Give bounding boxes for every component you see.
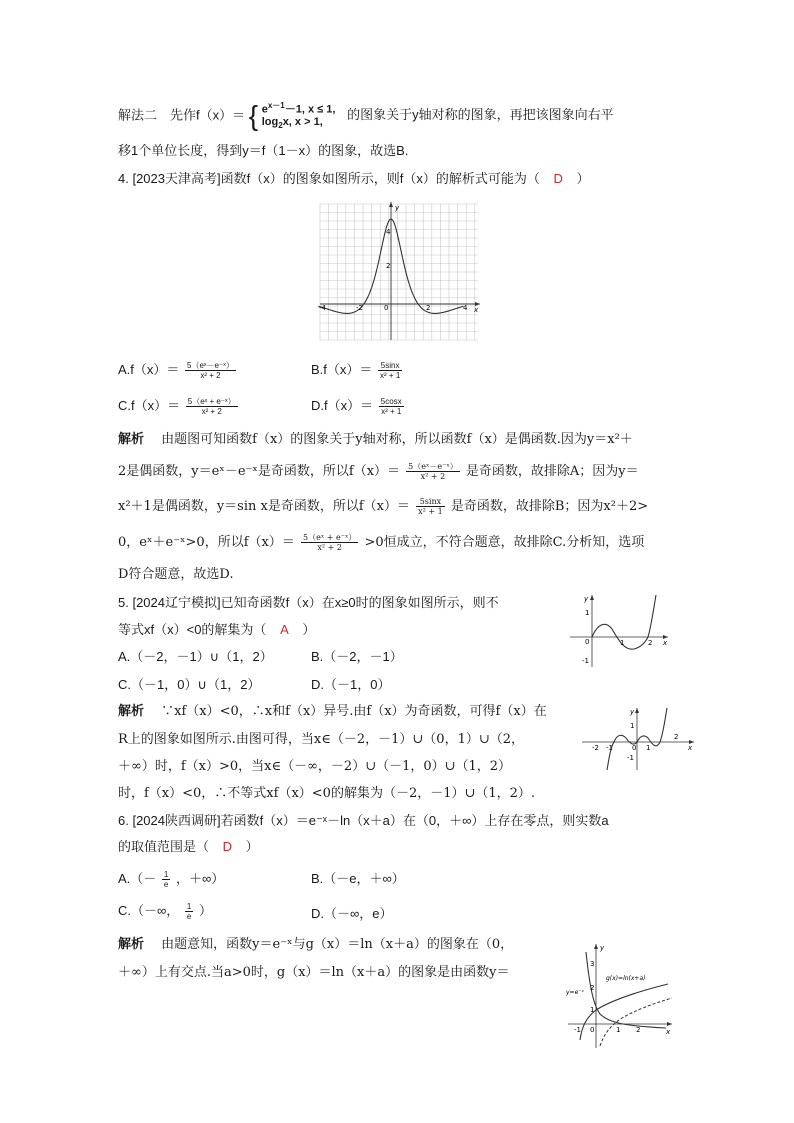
- solution-4-line-3: x²＋1是偶函数，y＝sin x是奇函数，所以f（x）＝ $\frac{5\sin x}{\text{x² + 1}}$ 是奇函数，故排除B；因为x²＋2>: [118, 497, 649, 516]
- solution-4-line-2: 2是偶函数，y＝eˣ－e⁻ˣ是奇函数，所以f（x）＝ $\frac{\text{5（eˣ－e⁻ˣ）}}{\text{x² + 2}}$ 是奇函数，故排除A；因为y＝: [118, 462, 639, 481]
- svg-text:0: 0: [585, 638, 590, 646]
- q5-option-c: C.（－1，0）∪（1，2）: [118, 677, 261, 692]
- figure-q6-graph: [566, 940, 676, 1050]
- tick-y-4: 4: [386, 228, 391, 236]
- option-d: D.f（x）＝ $\frac{5\cos x}{\text{x² + 1}}$: [311, 397, 402, 417]
- solution-6-line-1: 解析 由题意知，函数y＝e⁻ˣ与g（x）＝ln（x＋a）的图象在（0，: [118, 936, 514, 952]
- answer-6: D: [222, 839, 233, 854]
- question-6-line-2: 的取值范围是（ D ）: [118, 839, 259, 854]
- solution-5-line-3: ＋∞）时，f（x）>0，当x∈（－∞，－2）∪（－1，0）∪（1，2）: [118, 759, 512, 774]
- svg-text:2: 2: [636, 1026, 641, 1034]
- solution-4-line-1: 解析 由题图可知函数f（x）的图象关于y轴对称，所以函数f（x）是偶函数.因为y＝x²＋: [118, 431, 633, 447]
- log-curve-shifted: [600, 998, 672, 1046]
- figure-q5-solution-graph: [580, 706, 696, 772]
- svg-text:g(x)=ln(x+a): g(x)=ln(x+a): [606, 975, 646, 982]
- solution-fraction-a: $\frac{\text{5（eˣ－e⁻ˣ）}}{\text{x² + 2}}$: [408, 462, 458, 481]
- svg-text:1: 1: [590, 1006, 595, 1014]
- svg-text:-1: -1: [627, 754, 634, 762]
- q5-option-b: B.（－2，－1）: [311, 649, 403, 664]
- option-b: B.f（x）＝ $\frac{5\sin x}{\text{x² + 1}}$: [311, 361, 401, 381]
- figure-q5-graph: [568, 593, 670, 669]
- question-4: 4. [2023天津高考]函数f（x）的图象如图所示，则f（x）的解析式可能为（ D ）: [118, 171, 590, 186]
- svg-text:y: y: [600, 944, 605, 952]
- svg-text:2: 2: [590, 984, 595, 992]
- svg-text:-1: -1: [582, 657, 589, 665]
- left-brace: {: [248, 99, 259, 131]
- svg-text:1: 1: [585, 609, 590, 617]
- option-a-fraction: $\frac{\text{5（eˣ－e⁻ˣ）}}{\text{x² + 2}}$: [187, 361, 234, 381]
- q5-option-a: A.（－2，－1）∪（1，2）: [118, 649, 273, 664]
- question-5-line-2: 等式xf（x）<0的解集为（ A ）: [118, 622, 316, 637]
- q6-option-d: D.（－∞，e）: [311, 906, 393, 921]
- solution-5-line-4: 时，f（x）<0，∴不等式xf（x）<0的解集为（－2，－1）∪（1，2）.: [118, 786, 536, 801]
- q5-option-d: D.（－1，0）: [311, 677, 391, 692]
- answer-4: D: [553, 171, 563, 186]
- answer-5: A: [280, 622, 289, 637]
- tick-x-neg2: -2: [356, 304, 363, 312]
- x-label: x: [474, 306, 479, 314]
- solution-4-line-4: 0，eˣ＋e⁻ˣ>0，所以f（x）＝ $\frac{\text{5（eˣ + e⁻ˣ）}}{\text{x² + 2}}$ >0恒成立，不符合题意，故排除C.分析知，选项: [118, 533, 645, 552]
- solution-fraction-b: $\frac{5\sin x}{\text{x² + 1}}$: [418, 497, 443, 516]
- svg-text:y=e⁻ˣ: y=e⁻ˣ: [566, 989, 585, 996]
- figure-q4-graph: [318, 200, 482, 342]
- y-label: y: [395, 204, 400, 212]
- solution-fraction-c: $\frac{\text{5（eˣ + e⁻ˣ）}}{\text{x² + 2}}$: [303, 533, 357, 552]
- svg-text:x: x: [688, 744, 693, 752]
- svg-text:-1: -1: [574, 1026, 581, 1034]
- question-6-line-1: 6. [2024陕西调研]若函数f（x）＝e⁻ˣ－ln（x＋a）在（0，＋∞）上存在零点，则实数a: [118, 813, 609, 828]
- option-c-fraction: $\frac{\text{5（eˣ + e⁻ˣ）}}{\text{x² + 2}}$: [187, 397, 236, 417]
- svg-text:-1: -1: [606, 744, 613, 752]
- option-a: A.f（x）＝ $\frac{\text{5（eˣ－e⁻ˣ）}}{\text{x² + 2}}$: [118, 361, 234, 381]
- svg-text:1: 1: [646, 744, 651, 752]
- q6-option-a: A.（－ $\frac{1}{e}$ ，＋∞）: [118, 870, 225, 890]
- svg-text:3: 3: [590, 960, 595, 968]
- svg-text:2: 2: [674, 733, 679, 741]
- svg-text:y: y: [584, 595, 589, 603]
- question-5-line-1: 5. [2024辽宁模拟]已知奇函数f（x）在x≥0时的图象如图所示，则不: [118, 595, 499, 610]
- q6-option-c: C.（－∞， $\frac{1}{e}$ ）: [118, 902, 212, 922]
- solution-5-line-1: 解析 ∵xf（x）<0，∴x和f（x）异号.由f（x）为奇函数，可得f（x）在: [118, 703, 547, 719]
- option-c: C.f（x）＝ $\frac{\text{5（eˣ + e⁻ˣ）}}{\text{x² + 2}}$: [118, 397, 236, 417]
- svg-text:-2: -2: [592, 744, 599, 752]
- piecewise-function: $e^{x-1}-1$, x ≤ 1, $\log_2x$, x > 1,: [261, 101, 336, 130]
- option-d-fraction: $\frac{5\cos x}{\text{x² + 1}}$: [380, 397, 402, 417]
- method-two-line-2: 移1个单位长度，得到y＝f（1－x）的图象，故选B.: [118, 143, 409, 158]
- one-over-e: $\frac{1}{e}$: [163, 870, 169, 890]
- solution-4-line-5: D符合题意，故选D.: [118, 567, 234, 582]
- svg-text:1: 1: [620, 639, 625, 647]
- option-b-fraction: $\frac{5\sin x}{\text{x² + 1}}$: [380, 361, 401, 381]
- tick-origin: 0: [384, 304, 389, 312]
- q6-option-b: B.（－e，＋∞）: [311, 871, 405, 886]
- svg-text:2: 2: [648, 639, 653, 647]
- method-two-line: 解法二 先作f（x）＝ { $e^{x-1}-1$, x ≤ 1, $\log_2x$, x > 1, 的图象关于y轴对称的图象，再把该图象向右平: [118, 99, 614, 131]
- svg-text:x: x: [666, 1028, 671, 1036]
- solution-6-line-2: ＋∞）上有交点.当a>0时，g（x）＝ln（x＋a）的图象是由函数y＝: [118, 965, 510, 980]
- tick-x-2: 2: [426, 304, 431, 312]
- one-over-e: $\frac{1}{e}$: [186, 902, 192, 922]
- tick-x-4: 4: [463, 304, 468, 312]
- svg-text:1: 1: [616, 1026, 621, 1034]
- svg-text:x: x: [663, 639, 668, 647]
- svg-text:0: 0: [590, 1026, 595, 1034]
- solution-5-line-2: R上的图象如图所示.由图可得，当x∈（－2，－1）∪（0，1）∪（2，: [118, 732, 525, 747]
- svg-text:y: y: [630, 708, 635, 716]
- tick-x-neg4: -4: [319, 304, 326, 312]
- exp-curve: [586, 952, 666, 1028]
- svg-text:0: 0: [632, 744, 637, 752]
- svg-text:1: 1: [630, 722, 635, 730]
- tick-y-2: 2: [386, 262, 391, 270]
